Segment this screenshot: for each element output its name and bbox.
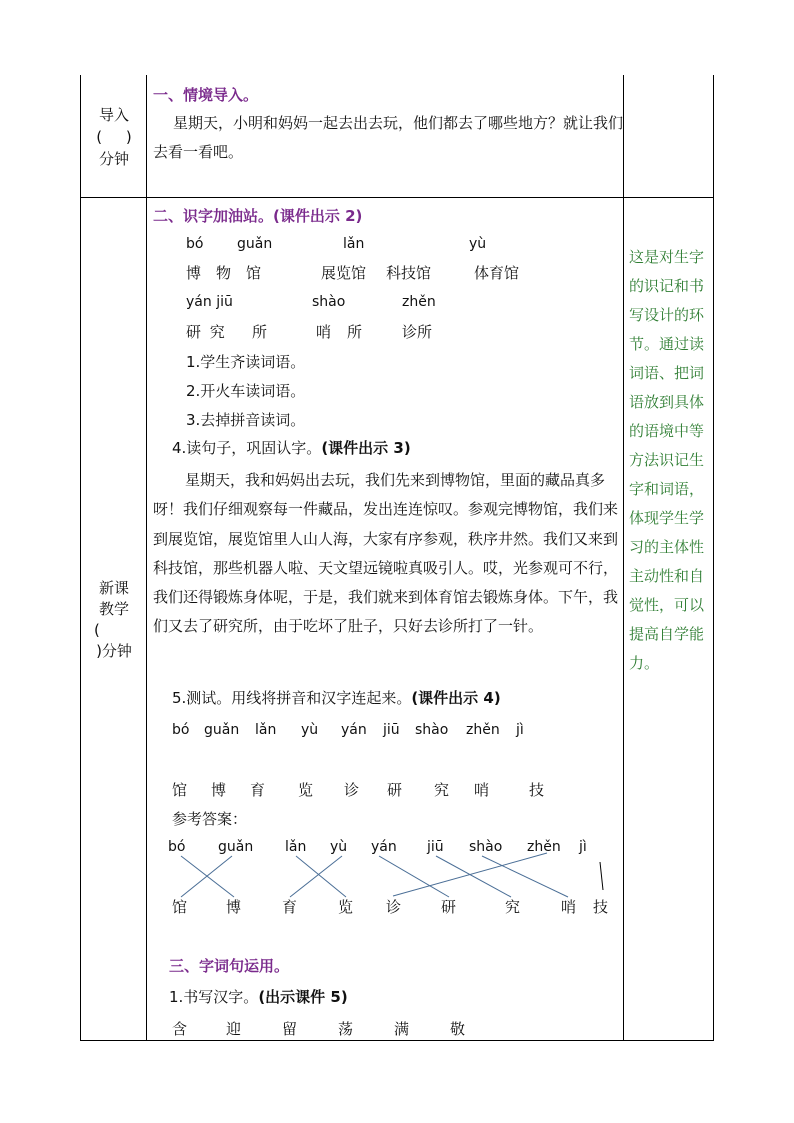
answer-pinyin-yu: yù: [330, 839, 348, 855]
line-lan-to-lan: [296, 856, 346, 897]
word-suo-1: 所: [252, 323, 268, 341]
line-yu-to-yu: [290, 856, 342, 897]
write-char-dang: 荡: [338, 1020, 354, 1038]
test-pinyin-yan: yán: [341, 722, 367, 738]
line-yan-to-yan: [379, 856, 449, 897]
new-lesson-label-line-2: 教学: [98, 600, 129, 618]
new-lesson-label-line-3: (: [94, 621, 100, 639]
intro-paragraph: 星期天，小明和妈妈一起去出去玩，他们都去了哪些地方？就让我们去看一看吧。: [153, 114, 624, 162]
step-3: 3.去掉拼音读词。: [186, 411, 306, 429]
word-bowuguan: 博 物 馆: [186, 264, 262, 282]
line-shao-to-shao: [482, 856, 568, 897]
section-2-heading-note: (课件出示 2): [273, 207, 363, 225]
pinyin-shao: shào: [312, 294, 346, 310]
step-5-main: 5.测试。用线将拼音和汉字连起来。: [172, 689, 412, 707]
answer-char-yan: 研: [441, 898, 457, 916]
step-4-main: 4.读句子，巩固认字。: [172, 439, 322, 457]
story-paragraph: 星期天，我和妈妈出去玩，我们先来到博物馆，里面的藏品真多呀！我们仔细观察每一件藏品，发出连连惊叹。参观完博物馆，我们来到展览馆，展览馆里人山人海，大家有序参观，秩序井然。我们又来到科技馆，那些机器人啦、天文望远镜啦真吸引人。哎，光参观可不行，我们还得锻炼身体呢，于是，我们就来到体育馆去锻炼身体。下午，我们又去了研究所，由于吃坏了肚子，只好去诊所打了一针。: [153, 471, 619, 636]
test-char-jiu: 究: [434, 781, 450, 799]
section-2-heading-main: 二、识字加油站。: [153, 207, 274, 225]
test-char-yan: 研: [387, 781, 403, 799]
write-char-liu: 留: [282, 1020, 298, 1038]
write-step: [169, 988, 348, 1006]
word-tiyuguan: 体育馆: [474, 264, 520, 282]
write-step-note: (出示课件 5): [258, 988, 348, 1006]
test-pinyin-guan: guǎn: [204, 722, 240, 738]
new-lesson-label-line-1: 新课: [98, 579, 129, 597]
answer-pinyin-zhen: zhěn: [527, 839, 561, 855]
step-2: 2.开火车读词语。: [186, 382, 306, 400]
answer-pinyin-ji: jì: [579, 839, 587, 855]
write-char-man: 满: [394, 1020, 410, 1038]
word-yanjiu: 研 究: [186, 323, 227, 341]
answer-char-lan: 览: [338, 898, 354, 916]
answer-pinyin-lan: lǎn: [285, 839, 307, 855]
step-4-note: (课件出示 3): [321, 439, 411, 457]
answer-pinyin-shao: shào: [469, 839, 503, 855]
test-char-shao: 哨: [474, 781, 490, 799]
test-char-guan: 馆: [172, 781, 188, 799]
test-pinyin-yu: yù: [301, 722, 319, 738]
pinyin-guan: guǎn: [237, 236, 273, 252]
answer-char-zhen: 诊: [386, 898, 402, 916]
word-zhensuo: 诊所: [402, 323, 433, 341]
test-pinyin-bo: bó: [172, 722, 190, 738]
test-pinyin-lan: lǎn: [255, 722, 277, 738]
answer-pinyin-bo: bó: [168, 839, 186, 855]
step-5-note: (课件出示 4): [411, 689, 501, 707]
test-char-lan: 览: [298, 781, 314, 799]
intro-label-line-2: ( ): [96, 128, 132, 146]
intro-label-line-3: 分钟: [98, 150, 129, 168]
test-pinyin-shao: shào: [415, 722, 449, 738]
design-note: 这是对生字的识记和书写设计的环节。通过读词语、把词语放到具体的语境中等方法识记生字和词语，体现学生学习的主体性主动性和自觉性，可以提高自学能力。: [629, 248, 705, 672]
step-1: 1.学生齐读词语。: [186, 353, 306, 371]
answer-pinyin-yan: yán: [371, 839, 397, 855]
intro-heading: 一、情境导入。: [153, 86, 259, 104]
answer-char-yu: 育: [282, 898, 298, 916]
answer-char-bo: 博: [226, 898, 242, 916]
answer-char-shao: 哨: [561, 898, 577, 916]
line-zhen-to-zhen: [393, 853, 547, 896]
test-pinyin-ji: jì: [516, 722, 524, 738]
word-zhanlanguan: 展览馆: [321, 264, 367, 282]
word-kejiguan: 科技馆: [386, 264, 432, 282]
test-char-zhen: 诊: [344, 781, 360, 799]
pinyin-yu: yù: [469, 236, 487, 252]
pinyin-lan: lǎn: [343, 236, 365, 252]
answer-char-guan: 馆: [172, 898, 188, 916]
new-lesson-label-line-4: )分钟: [96, 642, 132, 660]
write-char-jing: 敬: [450, 1020, 466, 1038]
section-3-heading: 三、字词句运用。: [169, 957, 290, 975]
write-step-main: 1.书写汉字。: [169, 988, 259, 1006]
answer-char-ji: 技: [593, 898, 609, 916]
pinyin-zhen: zhěn: [402, 294, 436, 310]
line-ji-to-ji: [600, 862, 603, 890]
test-char-ji: 技: [529, 781, 545, 799]
answer-pinyin-guan: guǎn: [218, 839, 254, 855]
intro-label-line-1: 导入: [98, 106, 129, 124]
pinyin-bo: bó: [186, 236, 204, 252]
answer-pinyin-jiu: jiū: [427, 839, 444, 855]
test-char-yu: 育: [250, 781, 266, 799]
pinyin-yanjiu: yán jiū: [186, 294, 233, 310]
write-char-han: 含: [172, 1020, 188, 1038]
write-char-ying: 迎: [226, 1020, 242, 1038]
answer-char-jiu: 究: [505, 898, 521, 916]
answer-label: 参考答案：: [172, 810, 248, 828]
test-pinyin-jiu: jiū: [383, 722, 400, 738]
word-shao: 哨: [316, 323, 332, 341]
test-pinyin-zhen: zhěn: [466, 722, 500, 738]
word-suo-2: 所: [347, 323, 363, 341]
test-char-bo: 博: [211, 781, 227, 799]
line-jiu-to-jiu: [436, 856, 511, 897]
